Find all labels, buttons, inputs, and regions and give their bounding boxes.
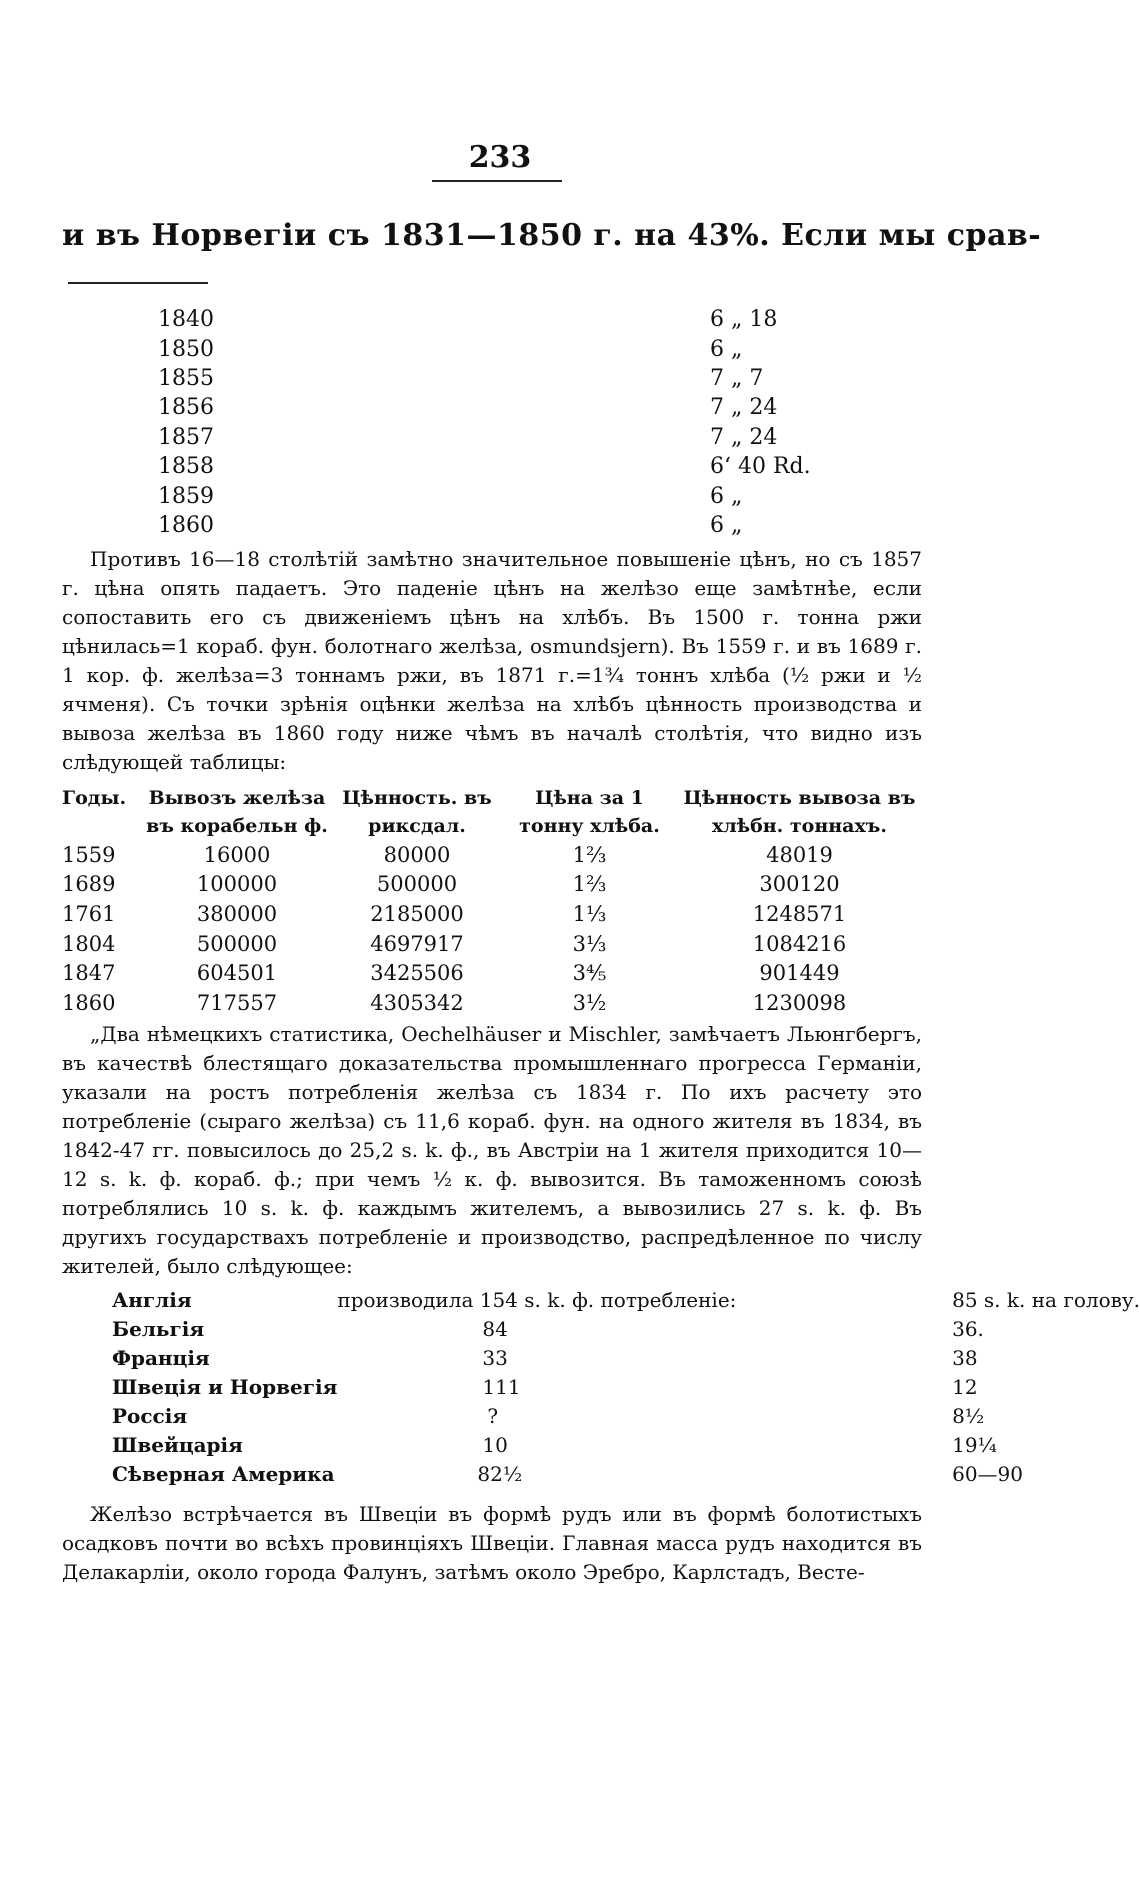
cell-country: Англія	[112, 1287, 192, 1312]
cell-consumption: 38	[952, 1345, 978, 1370]
cell-export: 16000	[203, 842, 271, 867]
cell-country: Россія	[112, 1403, 188, 1428]
cell-value: 2185000	[370, 901, 464, 926]
cell-grain: 1084216	[752, 931, 847, 956]
top-year: 1860	[158, 513, 214, 538]
country-consumption-table	[112, 1285, 1140, 1488]
paragraph-price-history	[62, 545, 922, 777]
header-value: Цѣнность. въ риксдал.	[342, 787, 492, 837]
cell-price: 1⅔	[572, 872, 607, 897]
top-value: 6 „	[710, 513, 743, 538]
cell-spacer	[736, 1372, 952, 1401]
cell-price: 1⅔	[572, 842, 607, 867]
cell-grain: 901449	[759, 961, 840, 986]
cell-value: 80000	[383, 842, 451, 867]
cell-consumption: 12	[952, 1374, 978, 1399]
cell-country: Франція	[112, 1345, 210, 1370]
production-value: 154 s. k. ф. потребленіе:	[479, 1287, 737, 1312]
top-value: 6 „	[710, 337, 743, 362]
table-row	[62, 899, 922, 929]
table-row	[62, 840, 922, 870]
cell-grain: 1230098	[752, 990, 847, 1015]
paragraph-iron-deposits	[62, 1500, 922, 1587]
cell-consumption: 36.	[952, 1316, 984, 1341]
cell-price: 3⅘	[572, 961, 607, 986]
cell-export: 380000	[196, 901, 278, 926]
cell-price: 1⅓	[572, 901, 607, 926]
table-row	[112, 1343, 1140, 1372]
cell-export: 717557	[196, 990, 278, 1015]
paragraph-text: Противъ 16—18 столѣтій замѣтно значительное повышеніе цѣнъ, но съ 1857 г. цѣна опять падаетъ. Это паденіе цѣнъ на желѣзо еще замѣтнѣе, если сопоставить его съ движеніемъ цѣнъ на хлѣбъ. Въ 1500 г. тонна ржи цѣнилась=1 кораб. фун. болотнаго желѣза, osmundsjern). Въ 1559 г. и въ 1689 г. 1 кор. ф. желѣза=3 тоннамъ ржи, въ 1871 г.=1¾ тоннъ хлѣба (½ ржи и ½ ячменя). Съ точки зрѣнія оцѣнки желѣза на хлѣбъ цѣнность производства и вывоза желѣза въ 1860 году ниже чѣмъ въ началѣ столѣтія, что видно изъ слѣдующей таблицы:	[62, 547, 922, 774]
cell-price: 3½	[572, 990, 607, 1015]
cell-year: 1804	[62, 931, 116, 956]
cell-value: 500000	[376, 872, 458, 897]
top-value: 7 „ 7	[710, 366, 764, 391]
table-row	[112, 1314, 1140, 1343]
table-row	[62, 929, 922, 959]
cell-value: 4305342	[370, 990, 464, 1015]
cell-year: 1860	[62, 990, 116, 1015]
cell-value: 4697917	[370, 931, 464, 956]
cell-grain: 300120	[759, 872, 840, 897]
top-value: 6 „ 18	[710, 307, 778, 332]
table-row	[112, 1430, 1140, 1459]
table-row	[62, 988, 922, 1018]
table-row	[62, 958, 922, 988]
cell-country: Сѣверная Америка	[112, 1461, 335, 1486]
cell-production	[337, 1285, 736, 1314]
cell-country: Швеція и Норвегія	[112, 1374, 338, 1399]
top-year: 1855	[158, 366, 214, 391]
header-export: Вывозъ желѣза въ корабельн ф.	[146, 787, 328, 837]
production-value: ?	[487, 1403, 499, 1428]
paragraph-consumption	[62, 1020, 922, 1281]
headline-line: и въ Норвегіи съ 1831—1850 г. на 43%. Если мы срав-	[62, 218, 1042, 253]
cell-spacer	[736, 1459, 952, 1488]
cell-year: 1559	[62, 842, 116, 867]
cell-grain: 48019	[766, 842, 833, 867]
cell-export: 604501	[196, 961, 278, 986]
top-year: 1859	[158, 484, 214, 509]
table-row	[112, 1401, 1140, 1430]
top-value: 6 „	[710, 484, 743, 509]
cell-year: 1847	[62, 961, 116, 986]
page-number: 233	[468, 140, 532, 175]
table-header-row	[62, 784, 922, 840]
table-row	[112, 1459, 1140, 1488]
header-years: Годы.	[62, 787, 127, 809]
cell-spacer	[736, 1430, 952, 1459]
cell-spacer	[736, 1314, 952, 1343]
header-grain-price: Цѣна за 1 тонну хлѣба.	[519, 787, 660, 837]
cell-country: Бельгія	[112, 1316, 205, 1341]
top-year: 1840	[158, 307, 214, 332]
production-value: 82½	[477, 1461, 523, 1486]
cell-export: 100000	[196, 872, 278, 897]
top-year: 1858	[158, 454, 214, 479]
top-value: 7 „ 24	[710, 425, 778, 450]
top-year: 1857	[158, 425, 214, 450]
header-export-in-grain: Цѣнность вывоза въ хлѣбн. тоннахъ.	[683, 787, 916, 837]
top-value: 6ʻ 40 Rd.	[710, 454, 811, 479]
cell-consumption: 8½	[952, 1403, 985, 1428]
production-value: 33	[482, 1345, 508, 1370]
cell-spacer	[736, 1285, 952, 1314]
section-rule	[68, 282, 208, 284]
cell-grain: 1248571	[752, 901, 847, 926]
cell-year: 1689	[62, 872, 116, 897]
cell-year: 1761	[62, 901, 116, 926]
production-label: производила	[337, 1287, 474, 1312]
paragraph-text: Желѣзо встрѣчается въ Швеціи въ формѣ рудъ или въ формѣ болотистыхъ осадковъ почти во всѣхъ провинціяхъ Швеціи. Главная масса рудъ находится въ Делакарліи, около города Фалунъ, затѣмъ около Эребро, Карлстадъ, Весте-	[62, 1502, 922, 1584]
table-row	[112, 1372, 1140, 1401]
top-year: 1850	[158, 337, 214, 362]
page-number-rule	[432, 180, 562, 182]
cell-consumption: 19¼	[952, 1432, 997, 1457]
cell-country: Швейцарія	[112, 1432, 243, 1457]
production-value: 84	[482, 1316, 508, 1341]
paragraph-text: „Два нѣмецкихъ статистика, Oechelhäuser и Mischler, замѣчаетъ Льюнгбергъ, въ качествѣ блестящаго доказательства промышленнаго прогресса Германіи, указали на ростъ потребленія желѣза съ 1834 г. По ихъ расчету это потребленіе (сыраго желѣза) съ 11,6 кораб. фун. на одного жителя въ 1834, въ 1842-47 гг. повысилось до 25,2 s. k. ф., въ Австріи на 1 жителя приходится 10—12 s. k. ф. кораб. ф.; при чемъ ½ к. ф. вывозится. Въ таможенномъ союзѣ потреблялись 10 s. k. ф. каждымъ жителемъ, а вывозились 27 s. k. ф. Въ другихъ государствахъ потребленіе и производство, распредѣленное по числу жителей, было слѣдующее:	[62, 1022, 922, 1278]
cell-export: 500000	[196, 931, 278, 956]
iron-export-table	[62, 784, 922, 1018]
cell-spacer	[736, 1401, 952, 1430]
cell-price: 3⅓	[572, 931, 607, 956]
cell-consumption: 60—90	[952, 1461, 1024, 1486]
table-row	[112, 1285, 1140, 1314]
top-year: 1856	[158, 395, 214, 420]
production-value: 111	[482, 1374, 521, 1399]
cell-value: 3425506	[370, 961, 464, 986]
top-value: 7 „ 24	[710, 395, 778, 420]
production-value: 10	[482, 1432, 508, 1457]
table-row	[62, 870, 922, 900]
cell-consumption: 85 s. k. на голову.	[952, 1287, 1140, 1312]
cell-spacer	[736, 1343, 952, 1372]
